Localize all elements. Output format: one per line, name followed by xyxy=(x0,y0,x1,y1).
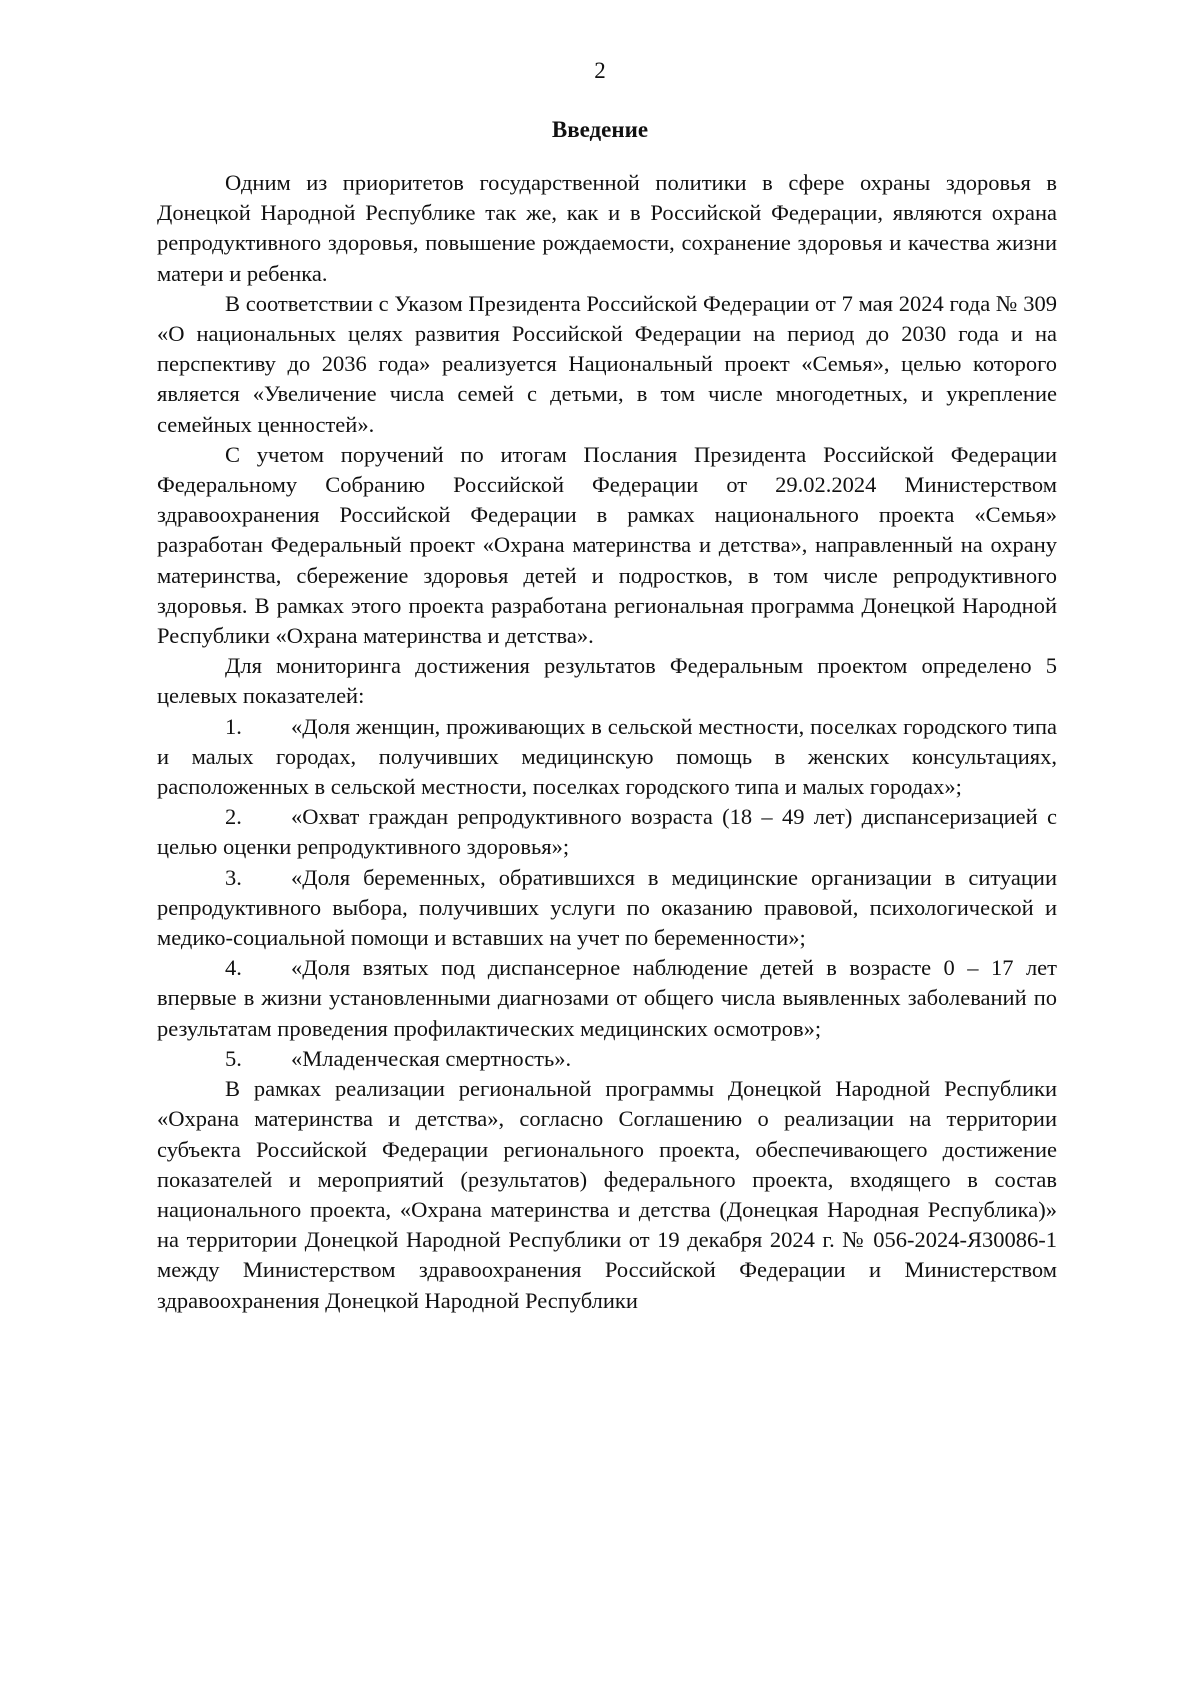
indicator-number: 3. xyxy=(225,864,242,890)
indicator-item xyxy=(157,863,1057,954)
indicator-item xyxy=(157,802,1057,862)
indicator-text: «Доля беременных, обратившихся в медицинские организации в ситуации репродуктивного выбора, получивших услуги по оказанию правовой, психологической и медико-социальной помощи и вставших на учет по беременности»; xyxy=(157,864,1057,951)
indicator-item xyxy=(157,712,1057,803)
indicator-item xyxy=(157,953,1057,1044)
paragraph-priorities: Одним из приоритетов государственной политики в сфере охраны здоровья в Донецкой Народной Республике так же, как и в Российской Федерации, являются охрана репродуктивного здоровья, повышение рождаемости, сохранение здоровья и качества жизни матери и ребенка. xyxy=(157,170,1057,286)
page-number: 2 xyxy=(594,58,606,83)
indicator-text: «Младенческая смертность». xyxy=(291,1045,572,1071)
indicator-number: 1. xyxy=(225,713,242,739)
paragraph-regional-agreement: В рамках реализации региональной программы Донецкой Народной Республики «Охрана материнства и детства», согласно Соглашению о реализации на территории субъекта Российской Федерации регионального проекта, обеспечивающего достижение показателей и мероприятий (результатов) федерального проекта, входящего в состав национального проекта, «Охрана материнства и детства (Донецкая Народная Республика)» на территории Донецкой Народной Республики от 19 декабря 2024 г. № 056-2024-Я30086-1 между Министерством здравоохранения Российской Федерации и Министерством здравоохранения Донецкой Народной Республики xyxy=(157,1076,1057,1313)
paragraph-presidential-decree: В соответствии с Указом Президента Российской Федерации от 7 мая 2024 года № 309 «О национальных целях развития Российской Федерации на период до 2030 года и на перспективу до 2036 года» реализуется Национальный проект «Семья», целью которого является «Увеличение числа семей с детьми, в том числе многодетных, и укрепление семейных ценностей». xyxy=(157,290,1057,437)
body-text xyxy=(157,168,1057,1316)
indicator-text: «Доля женщин, проживающих в сельской местности, поселках городского типа и малых городах, получивших медицинскую помощь в женских консультациях, расположенных в сельской местности, поселках городского типа и малых городах»; xyxy=(157,713,1057,800)
indicator-number: 4. xyxy=(225,955,242,981)
paragraph-monitoring: Для мониторинга достижения результатов Федеральным проектом определено 5 целевых показателей: xyxy=(157,653,1057,709)
section-heading: Введение xyxy=(551,117,649,142)
indicator-text: «Доля взятых под диспансерное наблюдение детей в возрасте 0 – 17 лет впервые в жизни установленными диагнозами от общего числа выявленных заболеваний по результатам проведения профилактических медицинских осмотров»; xyxy=(157,955,1057,1041)
indicator-number: 5. xyxy=(225,1045,242,1071)
paragraph-federal-project: С учетом поручений по итогам Послания Президента Российской Федерации Федеральному Собранию Российской Федерации от 29.02.2024 Министерством здравоохранения Российской Федерации в рамках национального проекта «Семья» разработан Федеральный проект «Охрана материнства и детства», направленный на охрану материнства, сбережение здоровья детей и подростков, в том числе репродуктивного здоровья. В рамках этого проекта разработана региональная программа Донецкой Народной Республики «Охрана материнства и детства». xyxy=(157,441,1057,649)
indicator-number: 2. xyxy=(225,804,242,830)
indicator-item xyxy=(157,1044,1057,1074)
indicator-text: «Охват граждан репродуктивного возраста (18 – 49 лет) диспансеризацией с целью оценки репродуктивного здоровья»; xyxy=(157,804,1057,860)
